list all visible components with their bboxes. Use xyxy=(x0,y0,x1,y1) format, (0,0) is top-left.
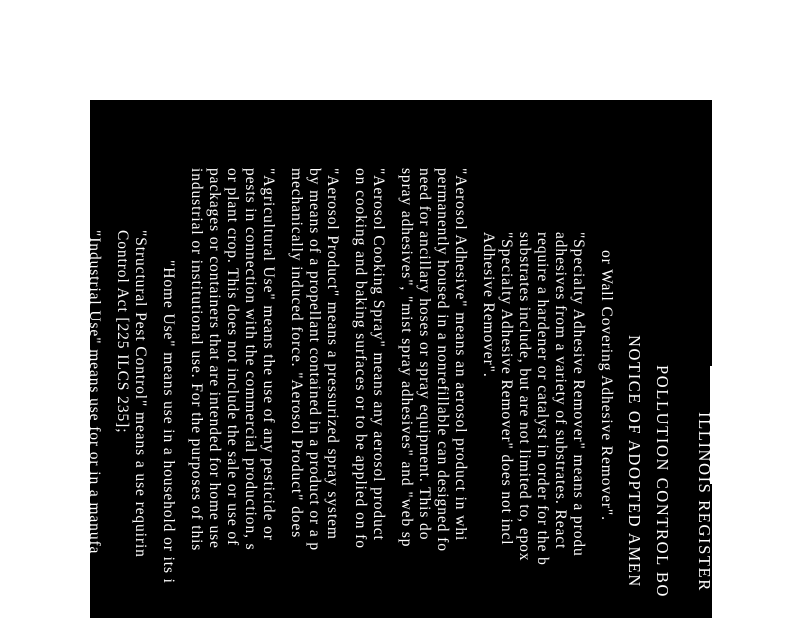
document-line: pests in connection with the commercial production, s xyxy=(242,168,259,551)
rotated-document-text xyxy=(4,100,714,618)
document-line: or use in the operation of factories, processing xyxy=(68,230,85,560)
notice-title: NOTICE OF ADOPTED AMEN xyxy=(625,335,644,588)
document-line: office complexes. xyxy=(4,230,21,356)
document-line: "Aerosol Cooking Spray" means any aerosol product xyxy=(370,168,387,541)
document-line: "Specialty Adhesive Remover" means a produ xyxy=(570,232,587,557)
document-line: adhesives from a variety of substrates. React xyxy=(552,232,569,550)
document-line: operation of buildings such as hospitals, scho xyxy=(22,230,39,553)
document-line: or Wall Covering Adhesive Remover". xyxy=(598,250,615,521)
board-title: POLLUTION CONTROL BO xyxy=(653,365,672,599)
register-title: ILLINOIS REGISTER xyxy=(695,412,714,592)
document-line: "Agricultural Use" means the use of any pesticide or xyxy=(260,168,277,541)
document-line: "Home Use" means use in a household or its i xyxy=(160,260,177,584)
document-line: or plant crop. This does not include the sale or use of xyxy=(224,168,241,547)
document-line: "Institutional Use" means use within the lines xyxy=(40,230,57,555)
document-line: on cooking and baking surfaces or to be applied on fo xyxy=(352,168,369,549)
document-line: substrates include, but are not limited to, epox xyxy=(516,232,533,562)
document-line: Adhesive Remover". xyxy=(480,232,497,378)
document-line: packages or containers that are intended for home use xyxy=(206,168,223,549)
document-line: require a hardener or catalyst in order for the b xyxy=(534,232,551,566)
document-line: "Specialty Adhesive Remover" does not incl xyxy=(498,232,515,546)
document-line: industrial or institutional use. For the purposes of this xyxy=(188,168,205,552)
scanned-page xyxy=(4,100,714,618)
document-line: need for ancillary hoses or spray equipment. This do xyxy=(416,168,433,541)
document-line: by means of a propellant contained in a product or a p xyxy=(306,168,323,552)
document-line: "Industrial Use" means use for or in a manufa xyxy=(86,230,103,555)
document-line: "Structural Pest Control" means a use requirin xyxy=(132,230,149,558)
document-line: "Aerosol Adhesive" means an aerosol product in whi xyxy=(452,168,469,542)
document-line: spray adhesives", "mist spray adhesives" and "web sp xyxy=(398,168,415,548)
document-line: "Aerosol Product" means a pressurized spray system xyxy=(324,168,341,540)
document-line: permanently housed in a nonrefillable can designed fo xyxy=(434,168,451,552)
document-line: mechanically induced force. "Aerosol Product" does xyxy=(288,168,305,539)
document-line: Control Act [225 ILCS 235]; xyxy=(114,230,131,434)
